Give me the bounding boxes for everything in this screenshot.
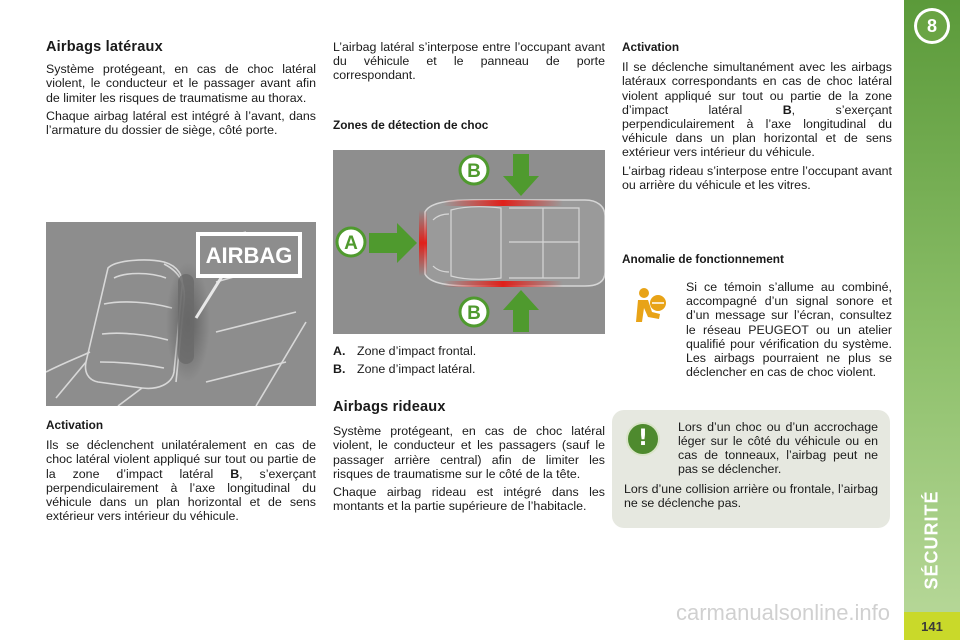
- seat-airbag-illustration: [46, 222, 316, 406]
- watermark: carmanualsonline.info: [676, 600, 891, 625]
- zone-a-badge: [337, 228, 365, 256]
- anomaly-title-block: [622, 252, 892, 266]
- warning-exclamation-icon: !: [626, 422, 660, 456]
- column-right: [622, 40, 892, 192]
- zone-b-bottom-badge: [460, 298, 488, 326]
- seat-drawing: [46, 222, 316, 406]
- side-activation-block: [46, 418, 316, 523]
- legend-row-a: A. Zone d’impact frontal.: [333, 344, 477, 358]
- curtain-position-paragraph: L’airbag rideau s’interpose entre l’occupant avant ou arrière du véhicule et les vitres.: [622, 163, 892, 192]
- section-title-side-airbags: Airbags latéraux: [46, 39, 163, 55]
- column-left: [46, 40, 316, 137]
- note-paragraph-2: Lors d’une collision arrière ou frontale, l’airbag ne se déclenche pas.: [624, 482, 878, 510]
- curtain-paragraph-1: Système protégeant, en cas de choc latéral violent, le conducteur et les passagers (sauf le passager arrière central) afin de limiter les risques de traumatisme sur le côté de la tête.: [333, 424, 605, 481]
- anomaly-title: Anomalie de fonctionnement: [622, 252, 784, 266]
- curtain-activation-title: Activation: [622, 40, 680, 54]
- note-paragraph-1: Lors d’un choc ou d’un accrochage léger sur le côté du véhicule ou en cas de tonneaux, l’airbag peut ne pas se déclencher.: [678, 420, 878, 476]
- curtain-airbags-block: [333, 400, 605, 513]
- column-middle: [333, 40, 605, 83]
- impact-zones-diagram: [333, 150, 605, 334]
- impact-zones-legend: [333, 342, 605, 378]
- zone-b-top-badge: [460, 156, 488, 184]
- section-title-vertical: SÉCURITÉ: [921, 490, 942, 590]
- side-airbags-paragraph-1: Système protégeant, en cas de choc latéral violent, le conducteur et le passager avant afin de limiter les risques de traumatisme au thorax.: [46, 62, 316, 105]
- side-activation-title: Activation: [46, 418, 104, 432]
- curtain-activation-text: Il se déclenche simultanément avec les airbags latéraux correspondants en cas de choc latéral violent appliqué sur tout ou partie de la zone d’impact latéral B, s’exerçant perpendiculairement à l’axe longitudinal du véhicule dans un plan horizontal et de sens extérieur vers intérieur du véhicule.: [622, 60, 892, 160]
- side-activation-text: Ils se déclenchent unilatéralement en cas de choc latéral violent appliqué sur tout ou partie de la zone d’impact latéral B, s’exerçant perpendiculairement à l’axe longitudinal du véhicule dans un plan horizontal et de sens extérieur vers intérieur du véhicule.: [46, 438, 317, 524]
- anomaly-text-indented: Si ce témoin s’allume au combiné, accompagné d’un signal sonore et d’un message sur l’écran, consultez le réseau PEUGEOT ou un atelier qualifié pour vérification du système. Les airbags pourraient ne plus se déclencher en cas de choc violent.: [686, 280, 892, 380]
- svg-text:B: B: [467, 161, 481, 182]
- note-box: [612, 410, 890, 528]
- airbag-warning-icon: [632, 286, 668, 326]
- section-title-curtain-airbags: Airbags rideaux: [333, 399, 446, 415]
- side-airbag-position-paragraph: L’airbag latéral s’interpose entre l’occupant avant du véhicule et le panneau de porte correspondant.: [333, 40, 605, 83]
- chapter-number: 8: [917, 11, 947, 41]
- zones-title-block: [333, 118, 605, 132]
- page-number: 141: [904, 612, 960, 640]
- chapter-badge: [914, 8, 950, 44]
- svg-text:A: A: [344, 233, 358, 254]
- svg-text:B: B: [467, 303, 481, 324]
- curtain-paragraph-2: Chaque airbag rideau est intégré dans les montants et la partie supérieure de l’habitacle.: [333, 485, 605, 514]
- side-airbags-paragraph-2: Chaque airbag latéral est intégré à l’avant, dans l’armature du dossier de siège, côté porte.: [46, 108, 316, 138]
- airbag-label-text: AIRBAG: [205, 243, 293, 268]
- impact-zones-drawing: [333, 150, 605, 334]
- legend-row-b: B. Zone d’impact latéral.: [333, 362, 476, 376]
- zones-title: Zones de détection de choc: [333, 118, 489, 132]
